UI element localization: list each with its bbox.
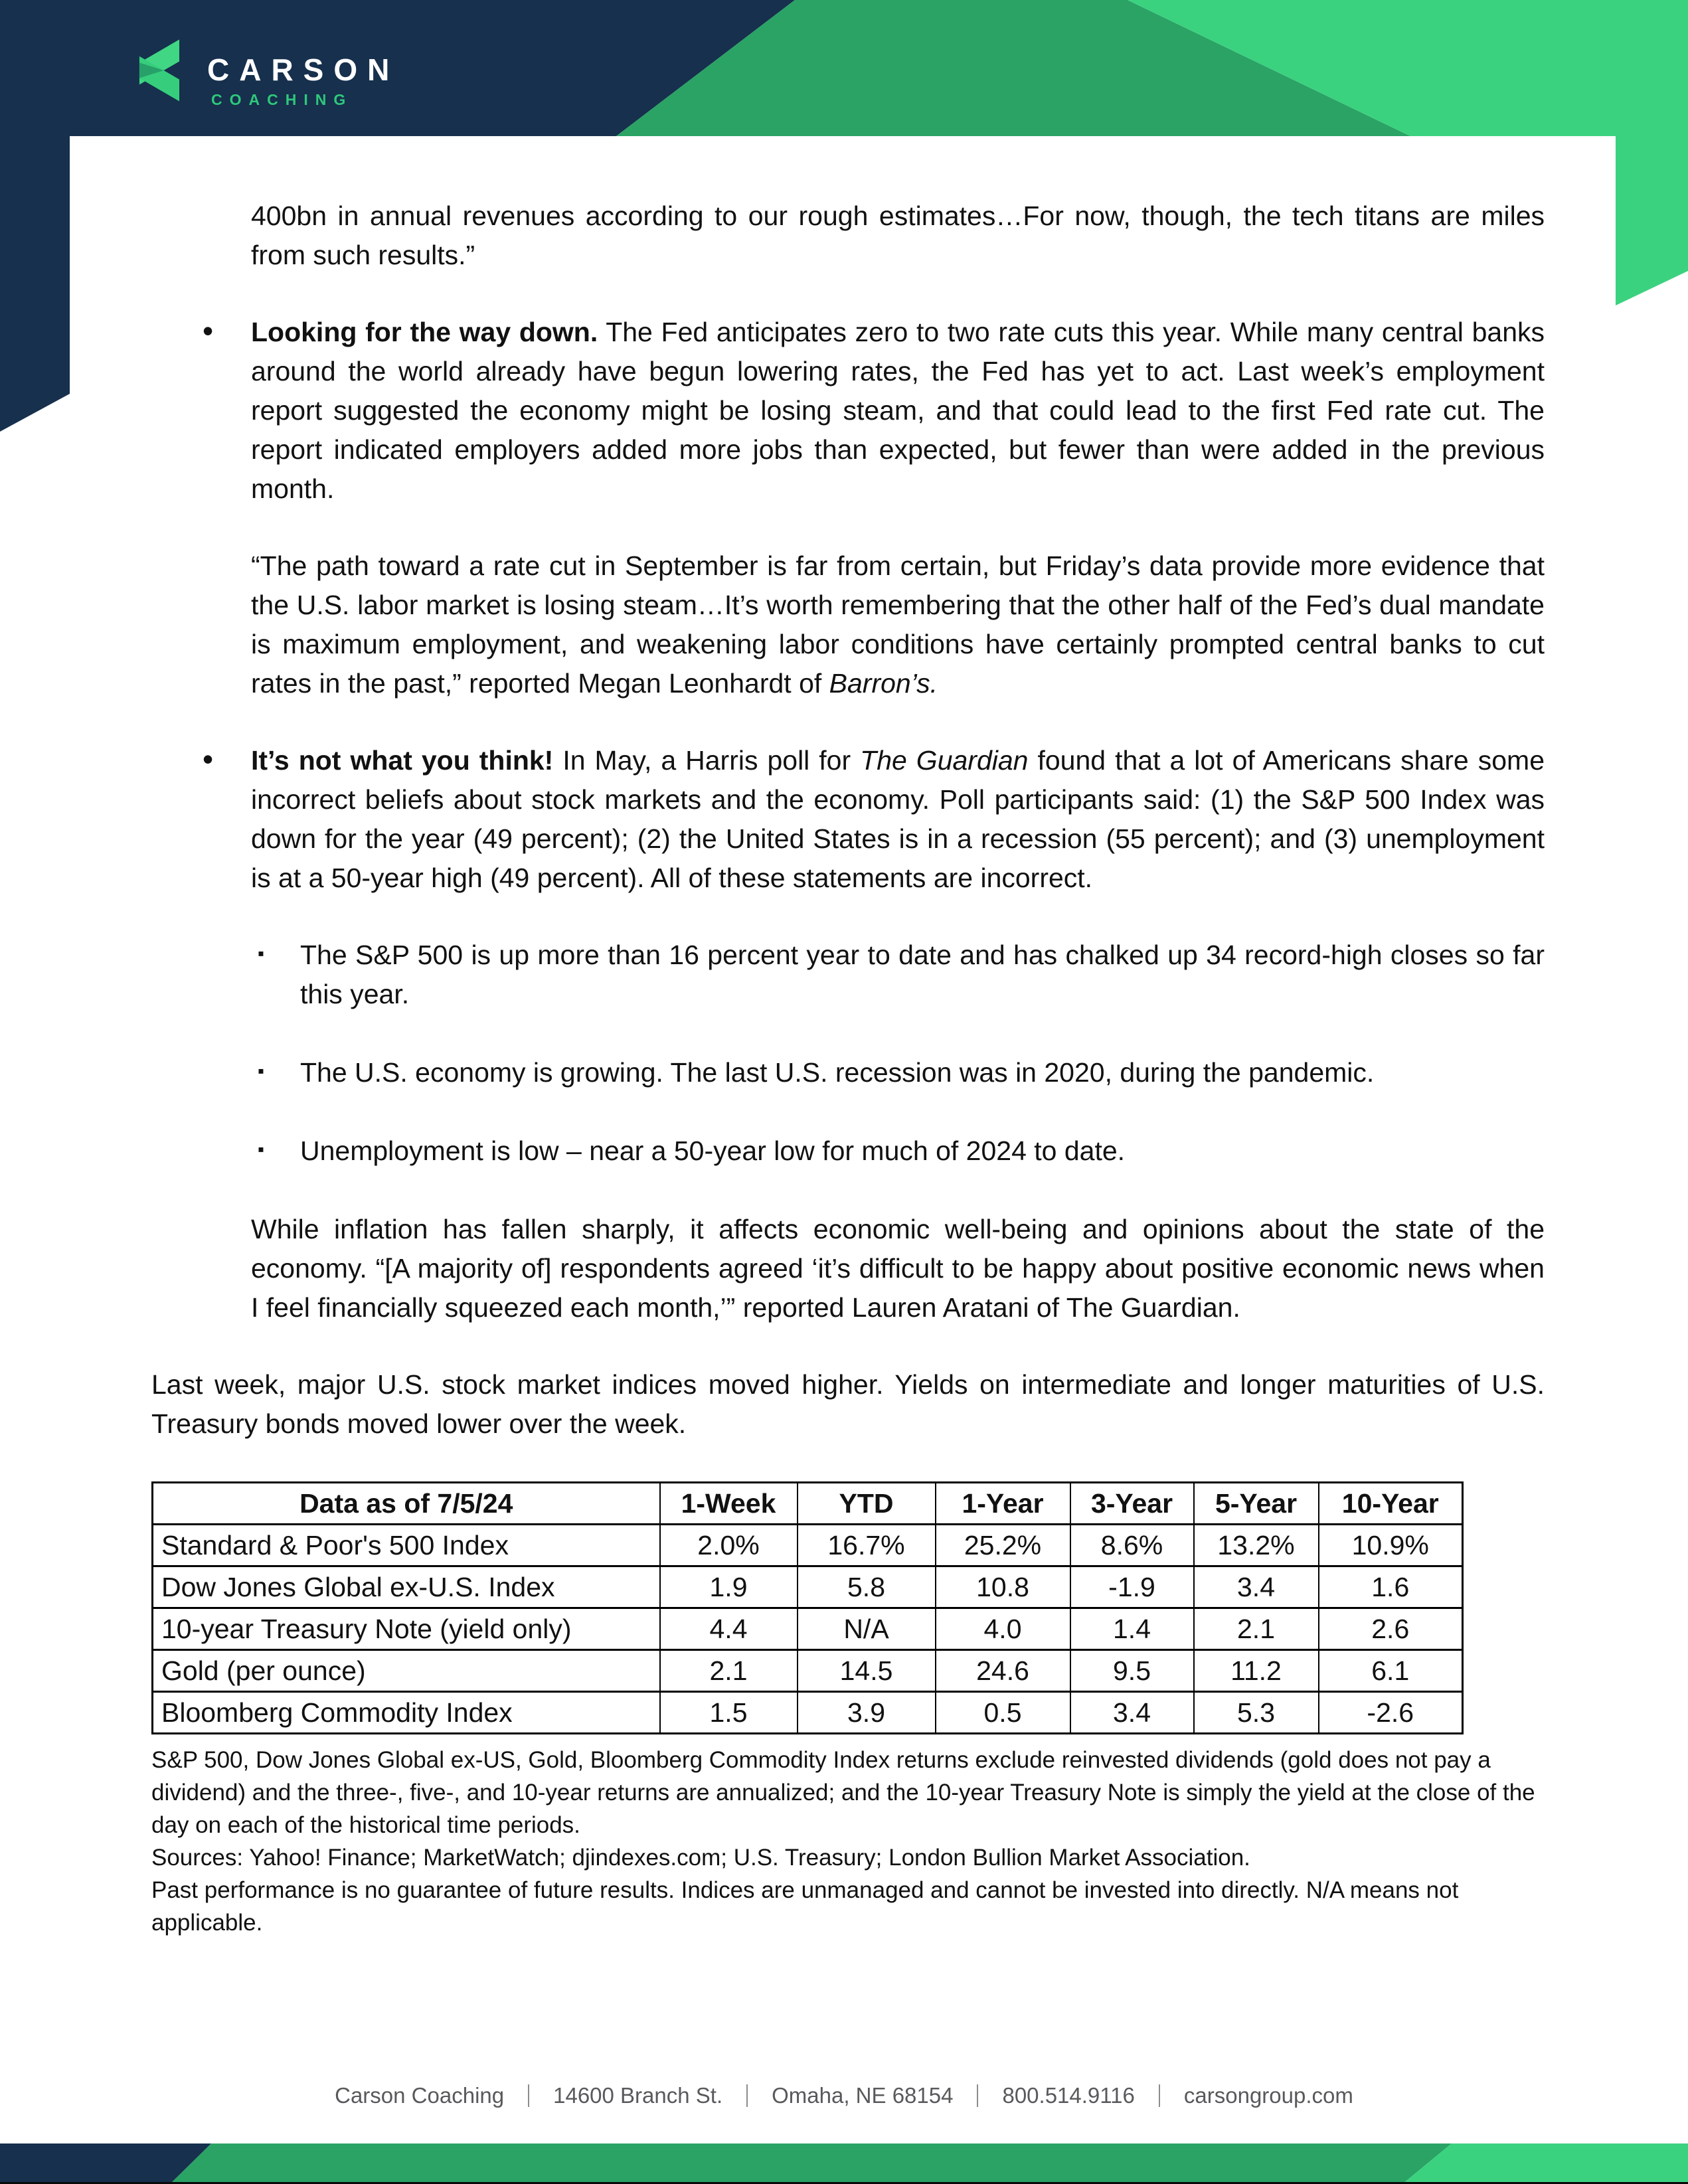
text-segment: Looking for the way down. — [251, 317, 598, 347]
column-header: 1-Year — [936, 1483, 1070, 1525]
value-cell: 24.6 — [936, 1650, 1070, 1692]
footer-item: 14600 Branch St. — [553, 2083, 723, 2108]
value-cell: 13.2% — [1194, 1525, 1319, 1566]
footer-lightgreen-shape — [1402, 2143, 1688, 2184]
text-segment: “The path toward a rate cut in September is far from certain, but Friday’s data provide more evidence that the U.S. labor market is losing steam…It’s worth remembering that the other half of the Fed’s dual mandate is maximum employment, and weakening labor conditions have certainly prompted central banks to cut rates in the past,” reported Megan Leonhardt of — [251, 550, 1545, 699]
footer-item: Omaha, NE 68154 — [772, 2083, 954, 2108]
value-cell: 2.1 — [660, 1650, 798, 1692]
value-cell: 0.5 — [936, 1692, 1070, 1734]
value-cell: 16.7% — [798, 1525, 936, 1566]
sub-bullet-marker: ▪ — [258, 943, 264, 964]
page-footer — [0, 2081, 1688, 2110]
bullet — [203, 313, 1545, 509]
value-cell: 1.9 — [660, 1566, 798, 1608]
row-label: Gold (per ounce) — [153, 1650, 660, 1692]
indent-para — [251, 197, 1545, 275]
sub-bullet-marker: ▪ — [258, 1060, 264, 1081]
value-cell: 25.2% — [936, 1525, 1070, 1566]
value-cell: 5.3 — [1194, 1692, 1319, 1734]
indent-para — [251, 1210, 1545, 1327]
footnote-text: S&P 500, Dow Jones Global ex-US, Gold, Bloomberg Commodity Index returns exclude reinvested dividends (gold does not pay a dividend) and the three-, five-, and 10-year returns are annualized; and the 10-year Treasury Note is simply the yield at the close of the day on each of the historical time periods. — [151, 1747, 1535, 1838]
value-cell: 10.8 — [936, 1566, 1070, 1608]
footer-darkgreen-shape — [170, 2143, 1452, 2184]
value-cell: 10.9% — [1319, 1525, 1463, 1566]
value-cell: 1.4 — [1070, 1608, 1194, 1650]
column-header: 3-Year — [1070, 1483, 1194, 1525]
text-segment: While inflation has fallen sharply, it affects economic well-being and opinions about the state of the economy. “[A majority of] respondents agreed ‘it’s difficult to be happy about positive economic news when I feel financially squeezed each month,’” reported Lauren Aratani of The Guardian. — [251, 1214, 1545, 1323]
value-cell: 5.8 — [798, 1566, 936, 1608]
value-cell: 4.0 — [936, 1608, 1070, 1650]
sub-bullet-marker: ▪ — [258, 1139, 264, 1159]
logo-sub-text: COACHING — [211, 91, 353, 108]
row-label: Dow Jones Global ex-U.S. Index — [153, 1566, 660, 1608]
row-label: 10-year Treasury Note (yield only) — [153, 1608, 660, 1650]
flush-para — [151, 1365, 1545, 1444]
value-cell: 1.5 — [660, 1692, 798, 1734]
text-segment: 400bn in annual revenues according to our rough estimates…For now, though, the tech titans are miles from such results.” — [251, 201, 1545, 270]
table-body — [153, 1525, 1463, 1734]
text-segment: It’s not what you think! — [251, 745, 554, 776]
text-segment: found that a lot of Americans share some incorrect beliefs about stock markets and the economy. Poll participants said: (1) the S&P 500 Index was down for the year (49 percent); (2) the United States is in a recession (55 percent); and (3) unemployment is at a 50-year high (49 percent). All of these statements are incorrect. — [251, 745, 1545, 893]
indent-para — [251, 546, 1545, 703]
text-segment: Barron’s. — [829, 668, 938, 699]
value-cell: 9.5 — [1070, 1650, 1194, 1692]
footer-item: carsongroup.com — [1183, 2083, 1353, 2108]
bullet-marker: • — [203, 313, 214, 348]
value-cell: 1.6 — [1319, 1566, 1463, 1608]
text-segment: In May, a Harris poll for — [553, 745, 861, 776]
table-row — [153, 1566, 1463, 1608]
value-cell: 3.4 — [1070, 1692, 1194, 1734]
value-cell: 6.1 — [1319, 1650, 1463, 1692]
returns-table — [151, 1481, 1464, 1734]
value-cell: 2.1 — [1194, 1608, 1319, 1650]
row-label: Bloomberg Commodity Index — [153, 1692, 660, 1734]
column-header: YTD — [798, 1483, 936, 1525]
column-header: 1-Week — [660, 1483, 798, 1525]
column-header: 5-Year — [1194, 1483, 1319, 1525]
footer-item: 800.514.9116 — [1002, 2083, 1135, 2108]
footer-item: Carson Coaching — [335, 2083, 505, 2108]
row-label: Standard & Poor's 500 Index — [153, 1525, 660, 1566]
sub-bullet — [258, 936, 1545, 1014]
sub-bullet — [258, 1132, 1545, 1171]
table-row — [153, 1525, 1463, 1566]
footer-band — [0, 2143, 1688, 2184]
text-segment: The Fed anticipates zero to two rate cuts this year. While many central banks around the world already have begun lowering rates, the Fed has yet to act. Last week’s employment report suggested the economy might be losing steam, and that could lead to the first Fed rate cut. The report indicated employers added more jobs than expected, but fewer than were added in the previous month. — [251, 317, 1545, 504]
table-footnotes — [151, 1744, 1545, 1939]
value-cell: 2.0% — [660, 1525, 798, 1566]
value-cell: 11.2 — [1194, 1650, 1319, 1692]
table-row — [153, 1692, 1463, 1734]
table-header-row — [153, 1483, 1463, 1525]
value-cell: -2.6 — [1319, 1692, 1463, 1734]
text-segment: The S&P 500 is up more than 16 percent year to date and has chalked up 34 record-high closes so far this year. — [300, 940, 1545, 1009]
value-cell: 3.4 — [1194, 1566, 1319, 1608]
footer-separator — [977, 2084, 978, 2107]
text-segment: Unemployment is low – near a 50-year low for much of 2024 to date. — [300, 1135, 1126, 1166]
value-cell: 8.6% — [1070, 1525, 1194, 1566]
table-title-cell: Data as of 7/5/24 — [153, 1483, 660, 1525]
value-cell: N/A — [798, 1608, 936, 1650]
footer-separator — [528, 2084, 529, 2107]
logo-brand-text: CARSON — [207, 52, 400, 87]
column-header: 10-Year — [1319, 1483, 1463, 1525]
text-segment: Last week, major U.S. stock market indices moved higher. Yields on intermediate and longer maturities of U.S. Treasury bonds moved lower over the week. — [151, 1369, 1545, 1439]
table-row — [153, 1650, 1463, 1692]
document-body — [151, 197, 1545, 1444]
text-segment: The Guardian — [860, 745, 1029, 776]
footnote-text: Sources: Yahoo! Finance; MarketWatch; djindexes.com; U.S. Treasury; London Bullion Market Association. — [151, 1845, 1250, 1871]
footer-separator — [1159, 2084, 1160, 2107]
value-cell: 4.4 — [660, 1608, 798, 1650]
text-segment: The U.S. economy is growing. The last U.S. recession was in 2020, during the pandemic. — [300, 1057, 1375, 1088]
value-cell: 2.6 — [1319, 1608, 1463, 1650]
sub-bullet — [258, 1053, 1545, 1092]
footnote-text: Past performance is no guarantee of future results. Indices are unmanaged and cannot be invested into directly. N/A means not applicable. — [151, 1877, 1459, 1936]
bullet-marker: • — [203, 742, 214, 776]
table-row — [153, 1608, 1463, 1650]
value-cell: -1.9 — [1070, 1566, 1194, 1608]
value-cell: 3.9 — [798, 1692, 936, 1734]
footer-separator — [746, 2084, 748, 2107]
value-cell: 14.5 — [798, 1650, 936, 1692]
bullet — [203, 741, 1545, 898]
